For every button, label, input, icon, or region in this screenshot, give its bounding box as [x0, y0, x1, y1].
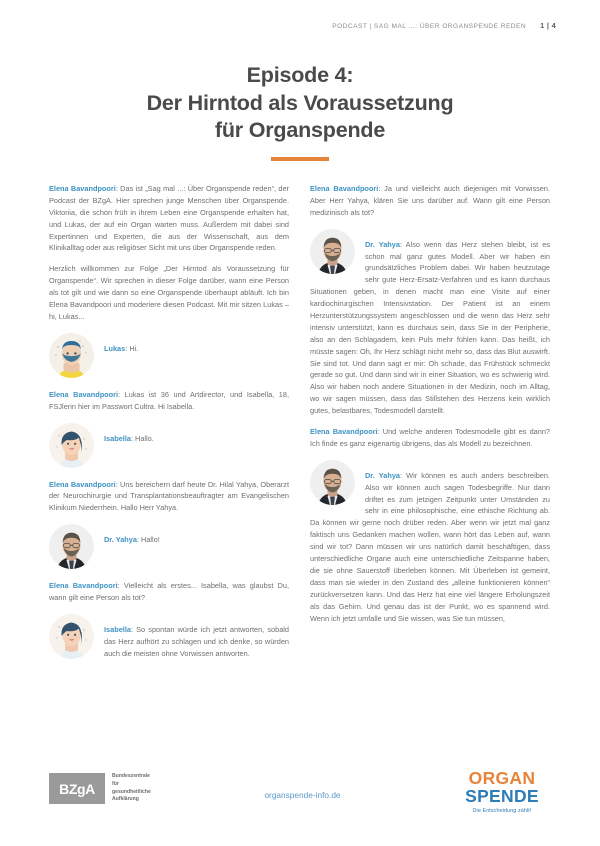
bzga-subtitle-line-1: Bundeszentrale: [112, 773, 150, 780]
transcript-block-yahya: [49, 523, 289, 571]
speaker-name-elena: Elena Bavandpoori: [49, 581, 118, 591]
transcript-paragraph: [49, 389, 289, 413]
paragraph-text: : Hallo.: [130, 433, 154, 443]
transcript-block-isabella-2: [49, 613, 289, 661]
avatar-dr-yahya: [310, 460, 355, 505]
bzga-subtitle-line-3: gesundheitliche: [112, 788, 151, 795]
speaker-name-isabella: Isabella: [104, 433, 131, 443]
paragraph-text: : Uns bereichern darf heute Dr. Hilal Yahya, Oberarzt der Neurochirurgie und Transplantationsbeauftragter am Evangelischen Klinikum Niederrhein. Hallo Herr Yahya.: [49, 479, 289, 513]
title-line-1: Episode 4:: [246, 63, 354, 87]
paragraph-text: : Das ist „Sag mal ...: Über Organspende reden“, der Podcast der BZgA. Hier sprechen junge Menschen über Organspende. Viktoriia, die schon früh in ihrem Leben eine Organspende erhalten hat, und Lukas, der auf ein Organ warten muss. Außerdem mit dabei sind Expertinnen und Experten, die aus der Wissenschaft, aus dem Klinikalltag oder aus religiöser Sicht mit uns über Organspende reden.: [49, 184, 289, 253]
left-column: [49, 183, 289, 763]
organspende-logo-tagline: Die Entscheidung zählt!: [472, 807, 532, 814]
bzga-subtitle-line-2: für: [112, 780, 119, 787]
bzga-subtitle-line-4: Aufklärung: [112, 796, 139, 803]
avatar-isabella: [49, 614, 94, 659]
page-header: [0, 21, 556, 30]
page-title: [46, 62, 554, 145]
speaker-name-elena: Elena Bavandpoori: [310, 184, 379, 193]
header-page-number: 1 | 4: [540, 21, 556, 30]
right-column: [310, 183, 550, 763]
speaker-name-elena: Elena Bavandpoori: [310, 427, 378, 437]
paragraph-text: : Und welche anderen Todesmodelle gibt es dann? Ich finde es ganz eigenartig übrigens, das als Modell zu bezeichnen.: [310, 427, 550, 448]
paragraph-text: : Lukas ist 36 und Artdirector, und Isabella, 18, FSJlerin hier im Passwort Cultra. Hi Isabella.: [49, 389, 289, 411]
transcript-block-lukas: [49, 332, 289, 380]
paragraph-text: Herzlich willkommen zur Folge „Der Hirntod als Voraussetzung für Organspende“. Wir sprechen in dieser Folge darüber, wann eine Person als tot gilt und wie dann so eine Organspende überhaupt abläuft. Ich bin Elena Bavandpoori und moderiere diesen Podcast. Mit mir sitzen Lukas – hi, Lukas...: [49, 264, 289, 321]
avatar-lukas: [49, 333, 94, 378]
transcript-columns: [49, 183, 551, 763]
transcript-paragraph: [310, 183, 550, 219]
transcript-paragraph: [49, 479, 289, 515]
speaker-name-elena: Elena Bavandpoori: [49, 479, 116, 489]
speaker-name-elena: Elena Bavandpoori: [49, 184, 116, 193]
organspende-logo-line-1: ORGAN: [468, 768, 536, 788]
title-line-2: Der Hirntod als Voraussetzung: [146, 90, 454, 115]
title-line-3: für Organspende: [214, 118, 386, 143]
page-footer: [49, 770, 556, 828]
transcript-block-isabella: [49, 422, 289, 470]
paragraph-text: : Hi.: [125, 343, 139, 353]
orange-divider: [271, 157, 329, 161]
speaker-name-yahya: Dr. Yahya: [365, 470, 401, 480]
footer-website-url[interactable]: organspende-info.de: [264, 790, 341, 800]
organspende-logo: [448, 770, 556, 814]
speaker-name-yahya: Dr. Yahya: [104, 535, 137, 545]
transcript-block-yahya-3: [310, 459, 550, 625]
speaker-name-lukas: Lukas: [104, 343, 126, 353]
transcript-paragraph: [310, 426, 550, 450]
paragraph-text: : Wir können es auch anders beschreiben. Also wir können auch sagen Todesbegriffe. Nur dann driftet es zum jetzigen Zeitpunkt unter Umständen zu sehr in eine philosophische, eine ethische Richtung ab. Da können wir gerne noch drüber reden. Aber wenn wir jetzt mal ganz faktisch uns Gedanken machen wollen, wann hört das Leben auf, wann sind wir tot? Dann müssen wir uns natürlich damit beschäftigen, dass unterschiedliche Organe auch eine unterschiedliche Zeitspanne haben, die sie ohne Sauerstoff überleben können. Mit Überleben ist gemeint, dass man sie wieder in den Zustand des „alleine funktionieren können“ zurückversetzen kann. Und das Herz hat eine viel längere Erholungszeit als das Gehirn. Und genau das ist der Punkt, wo es spannend wird. Wenn ich jetzt umfalle und Sie wissen, was Sie tun müssen,: [310, 470, 550, 623]
paragraph-text: : Hallo!: [136, 535, 160, 545]
avatar-dr-yahya: [310, 229, 355, 274]
transcript-block-yahya-2: [310, 228, 550, 417]
paragraph-text: : Also wenn das Herz stehen bleibt, ist es schon mal ganz gutes Modell. Aber wir haben ein grundsätzliches Problem dabei. Wir haben heutzutage sehr gute Herz-Ersatz-Verfahren und es kann durchaus Situationen geben, in denen macht man eine Visite auf einer kardiochirurgischen Intensivstation. Der Patient ist an einem Herzunterstützungssystem angeschlossen und die wenn das Herz sehr intensiv unterstützt, kann es durchaus sein, dass Sie in der Peripherie, also an den Schlagadern, kein Puls mehr fühlen kann. Das heißt, ich müsste sagen: Oh, Ihr Herz schlägt nicht mehr so, dass das Blut auswirft. Sie sind tot. Und dann sagt er mir: Oh schade, das Frühstück schmeckt gerade so gut. Und dann sind wir in einer Situation, wo es schwierig wird. Also wir haben noch andere Situationen in der Medizin, noch im Alltag, wo wir sagen müssen, dass das Stillstehen des Herzens kein wirklich gutes, belastbares, Todesmodell darstellt.: [310, 239, 550, 416]
speaker-name-isabella: Isabella: [104, 625, 131, 635]
organspende-logo-line-2: SPENDE: [465, 785, 539, 806]
speaker-name-yahya: Dr. Yahya: [365, 239, 400, 249]
transcript-paragraph: [49, 263, 289, 322]
paragraph-text: : Ja und vielleicht auch diejenigen mit Vorwissen. Aber Herr Yahya, klären Sie uns darüber auf. Wann gilt eine Person medizinisch als tot?: [310, 184, 550, 217]
avatar-isabella: [49, 423, 94, 468]
header-podcast-label: PODCAST | SAG MAL ...: ÜBER ORGANSPENDE REDEN: [332, 23, 527, 30]
paragraph-text: : Vielleicht als erstes... Isabella, was glaubst Du, wann gilt eine Person als tot?: [49, 581, 289, 603]
speaker-name-elena: Elena Bavandpoori: [49, 389, 119, 399]
transcript-paragraph: [49, 580, 289, 604]
transcript-paragraph: [49, 183, 289, 254]
avatar-dr-yahya: [49, 524, 94, 569]
paragraph-text: : So spontan würde ich jetzt antworten, sobald das Herz aufhört zu schlagen und ich denke, so würden auch die meisten ohne Vorwissen antworten.: [104, 625, 289, 658]
bzga-logo-text: BZgA: [59, 780, 95, 797]
